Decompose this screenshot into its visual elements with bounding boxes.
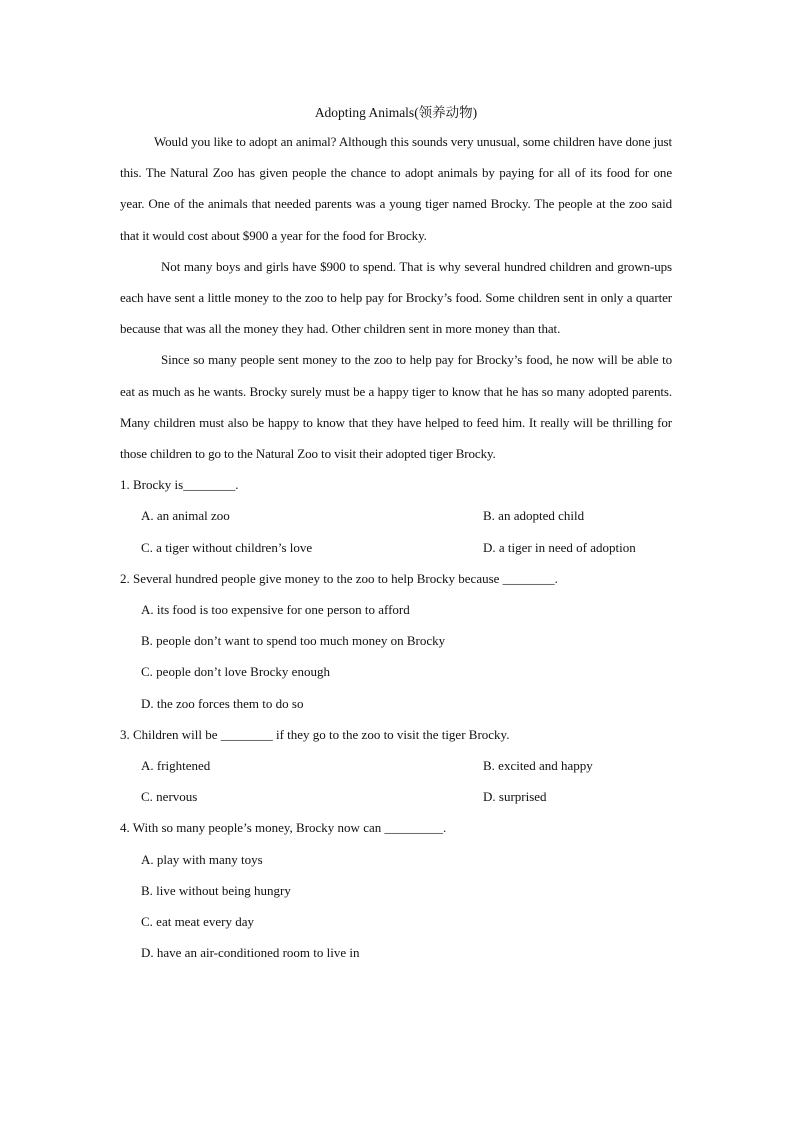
question-stem: 2. Several hundred people give money to the zoo to help Brocky because ________. xyxy=(120,570,558,586)
options-list xyxy=(120,844,672,969)
option-b: B. excited and happy xyxy=(483,758,593,774)
option-a: A. play with many toys xyxy=(141,851,263,867)
option-c: C. a tiger without children’s love xyxy=(141,539,313,555)
paragraph-3: Since so many people sent money to the zoo to help pay for Brocky’s food, he now will be able to eat as much as he wants. Brocky surely must be a happy tiger to know that he has so many adopted parents. Many children must also be happy to know that they have helped to feed him. It really will be thrilling for those children to go to the Natural Zoo to visit their adopted tiger Brocky. xyxy=(120,352,672,462)
document-page xyxy=(120,100,672,968)
option-b: B. live without being hungry xyxy=(141,882,291,898)
option-d: D. have an air-conditioned room to live in xyxy=(141,945,360,961)
option-b: B. an adopted child xyxy=(483,508,585,524)
option-a: A. frightened xyxy=(141,758,211,774)
options-grid xyxy=(120,500,672,562)
passage-title: Adopting Animals(领养动物) xyxy=(314,105,478,120)
option-c: C. people don’t love Brocky enough xyxy=(141,664,330,680)
options-list xyxy=(120,594,672,719)
question-stem: 4. With so many people’s money, Brocky now can _________. xyxy=(120,820,447,836)
option-c: C. nervous xyxy=(141,789,198,805)
question-1 xyxy=(120,469,672,563)
options-grid xyxy=(120,750,672,812)
option-d: D. surprised xyxy=(483,789,547,805)
option-d: D. the zoo forces them to do so xyxy=(141,695,304,711)
question-stem: 1. Brocky is________. xyxy=(120,477,239,493)
question-4 xyxy=(120,812,672,968)
question-3 xyxy=(120,719,672,813)
option-c: C. eat meat every day xyxy=(141,914,254,930)
paragraph-1: Would you like to adopt an animal? Although this sounds very unusual, some children have done just this. The Natural Zoo has given people the chance to adopt animals by paying for all of its food for one year. One of the animals that needed parents was a young tiger named Brocky. The people at the zoo said that it would cost about $900 a year for the food for Brocky. xyxy=(120,134,672,243)
option-a: A. an animal zoo xyxy=(141,508,230,524)
option-a: A. its food is too expensive for one person to afford xyxy=(141,602,410,618)
paragraph-2: Not many boys and girls have $900 to spend. That is why several hundred children and grown-ups each have sent a little money to the zoo to help pay for Brocky’s food. Some children sent in only a quarter because that was all the money they had. Other children sent in more money than that. xyxy=(120,258,672,337)
option-b: B. people don’t want to spend too much money on Brocky xyxy=(141,633,446,649)
question-2 xyxy=(120,563,672,719)
question-stem: 3. Children will be ________ if they go to the zoo to visit the tiger Brocky. xyxy=(120,726,510,742)
option-d: D. a tiger in need of adoption xyxy=(483,539,636,555)
